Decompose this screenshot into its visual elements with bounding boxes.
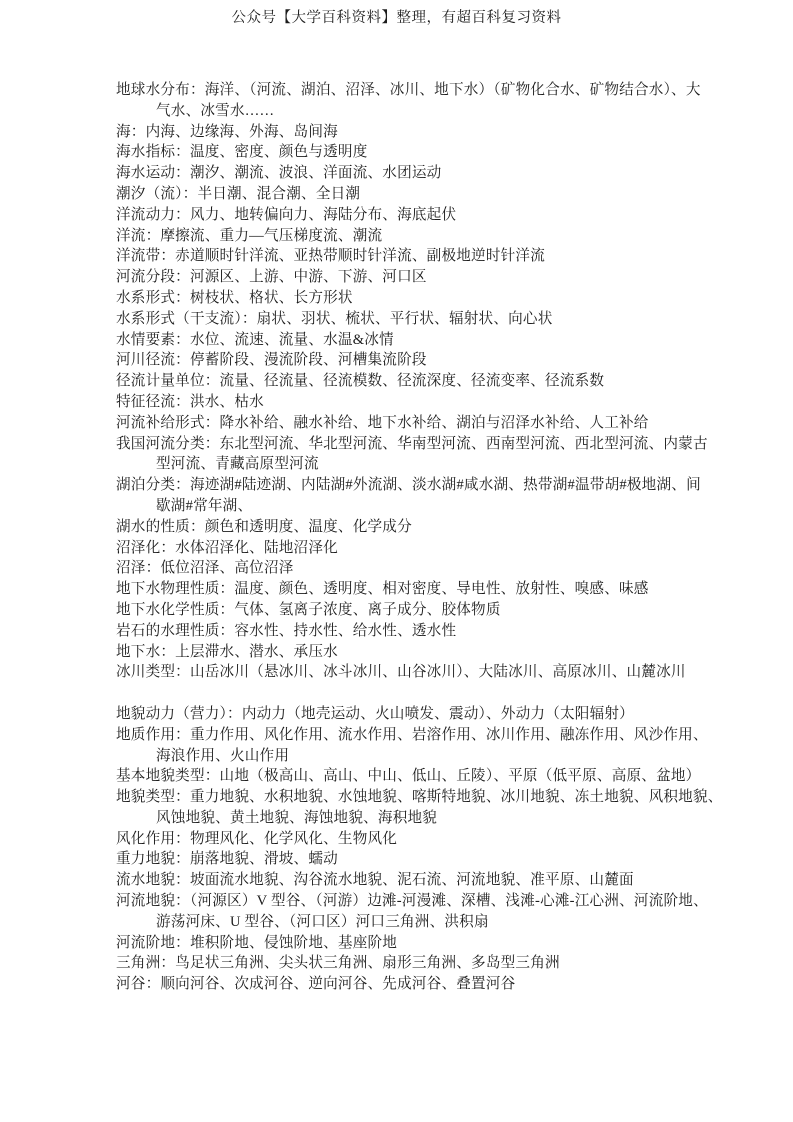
doc-line: 湖水的性质：颜色和透明度、温度、化学成分 <box>116 518 412 535</box>
doc-line: 水系形式（干支流）：扇状、羽状、梳状、平行状、辐射状、向心状 <box>116 310 553 327</box>
doc-line: 沼泽：低位沼泽、高位沼泽 <box>116 560 294 577</box>
doc-line: 地下水物理性质：温度、颜色、透明度、相对密度、导电性、放射性、嗅感、味感 <box>116 581 649 598</box>
doc-line: 海浪作用、火山作用 <box>156 747 290 764</box>
doc-line: 洋流：摩擦流、重力—气压梯度流、潮流 <box>116 227 383 244</box>
doc-line: 型河流、青藏高原型河流 <box>156 456 319 473</box>
doc-line: 沼泽化：水体沼泽化、陆地沼泽化 <box>116 539 338 556</box>
doc-line: 地貌动力（营力）：内动力（地壳运动、火山喷发、震动）、外动力（太阳辐射） <box>116 705 634 722</box>
doc-line: 河谷：顺向河谷、次成河谷、逆向河谷、先成河谷、叠置河谷 <box>116 976 516 993</box>
doc-line: 流水地貌：坡面流水地貌、沟谷流水地貌、泥石流、河流地貌、准平原、山麓面 <box>116 872 634 889</box>
doc-line: 海水指标：温度、密度、颜色与透明度 <box>116 144 368 161</box>
doc-line: 特征径流：洪水、枯水 <box>116 393 264 410</box>
doc-line: 地下水化学性质：气体、氢离子浓度、离子成分、胶体物质 <box>116 601 501 618</box>
doc-line: 风蚀地貌、黄土地貌、海蚀地貌、海积地貌 <box>156 809 438 826</box>
doc-line: 径流计量单位：流量、径流量、径流模数、径流深度、径流变率、径流系数 <box>116 373 605 390</box>
doc-line: 洋流带：赤道顺时针洋流、亚热带顺时针洋流、副极地逆时针洋流 <box>116 248 546 265</box>
doc-line: 我国河流分类：东北型河流、华北型河流、华南型河流、西南型河流、西北型河流、内蒙古 <box>116 435 708 452</box>
doc-line: 河川径流：停蓄阶段、漫流阶段、河槽集流阶段 <box>116 352 427 369</box>
doc-line: 歇湖#常年湖、 <box>156 497 253 514</box>
doc-line: 地球水分布：海洋、（河流、湖泊、沼泽、冰川、地下水）（矿物化合水、矿物结合水）、大 <box>116 82 701 98</box>
doc-line: 河流分段：河源区、上游、中游、下游、河口区 <box>116 269 427 286</box>
page-header: 公众号【大学百科资料】整理，有超百科复习资料 <box>231 10 562 26</box>
document-body <box>116 80 723 995</box>
doc-line: 河流地貌：（河源区）V 型谷、（河游）边滩-河漫滩、深槽、浅滩-心滩-江心洲、河流阶地、 <box>116 893 708 910</box>
doc-line: 潮汐（流）：半日潮、混合潮、全日潮 <box>116 185 361 202</box>
doc-line: 海：内海、边缘海、外海、岛间海 <box>116 123 338 140</box>
doc-line: 岩石的水理性质：容水性、持水性、给水性、透水性 <box>116 622 457 639</box>
doc-line: 河流补给形式：降水补给、融水补给、地下水补给、湖泊与沼泽水补给、人工补给 <box>116 414 649 431</box>
doc-line: 水系形式：树枝状、格状、长方形状 <box>116 289 353 306</box>
doc-line: 风化作用：物理风化、化学风化、生物风化 <box>116 830 398 847</box>
doc-line: 地质作用：重力作用、风化作用、流水作用、岩溶作用、冰川作用、融冻作用、风沙作用、 <box>116 726 708 743</box>
doc-line: 重力地貌：崩落地貌、滑坡、蠕动 <box>116 851 338 868</box>
doc-line: 海水运动：潮汐、潮流、波浪、洋面流、水团运动 <box>116 165 442 182</box>
doc-line: 气水、冰雪水…… <box>156 102 275 119</box>
doc-line: 基本地貌类型：山地（极高山、高山、中山、低山、丘陵）、平原（低平原、高原、盆地） <box>116 768 701 785</box>
doc-line: 冰川类型：山岳冰川（悬冰川、冰斗冰川、山谷冰川）、大陆冰川、高原冰川、山麓冰川 <box>116 664 686 681</box>
doc-line: 三角洲：鸟足状三角洲、尖头状三角洲、扇形三角洲、多岛型三角洲 <box>116 955 560 972</box>
doc-line: 湖泊分类：海迹湖#陆迹湖、内陆湖#外流湖、淡水湖#咸水湖、热带湖#温带胡#极地湖、间 <box>116 477 701 494</box>
doc-line: 河流阶地：堆积阶地、侵蚀阶地、基座阶地 <box>116 934 398 951</box>
doc-line: 地下水：上层滞水、潜水、承压水 <box>116 643 338 660</box>
doc-line: 水情要素：水位、流速、流量、水温&冰情 <box>116 331 394 348</box>
blank-line <box>116 683 716 704</box>
doc-line: 游荡河床、U 型谷、（河口区）河口三角洲、洪积扇 <box>156 913 489 930</box>
doc-line: 洋流动力：风力、地转偏向力、海陆分布、海底起伏 <box>116 206 457 223</box>
doc-line: 地貌类型：重力地貌、水积地貌、水蚀地貌、喀斯特地貌、冰川地貌、冻土地貌、风积地貌、 <box>116 789 723 806</box>
